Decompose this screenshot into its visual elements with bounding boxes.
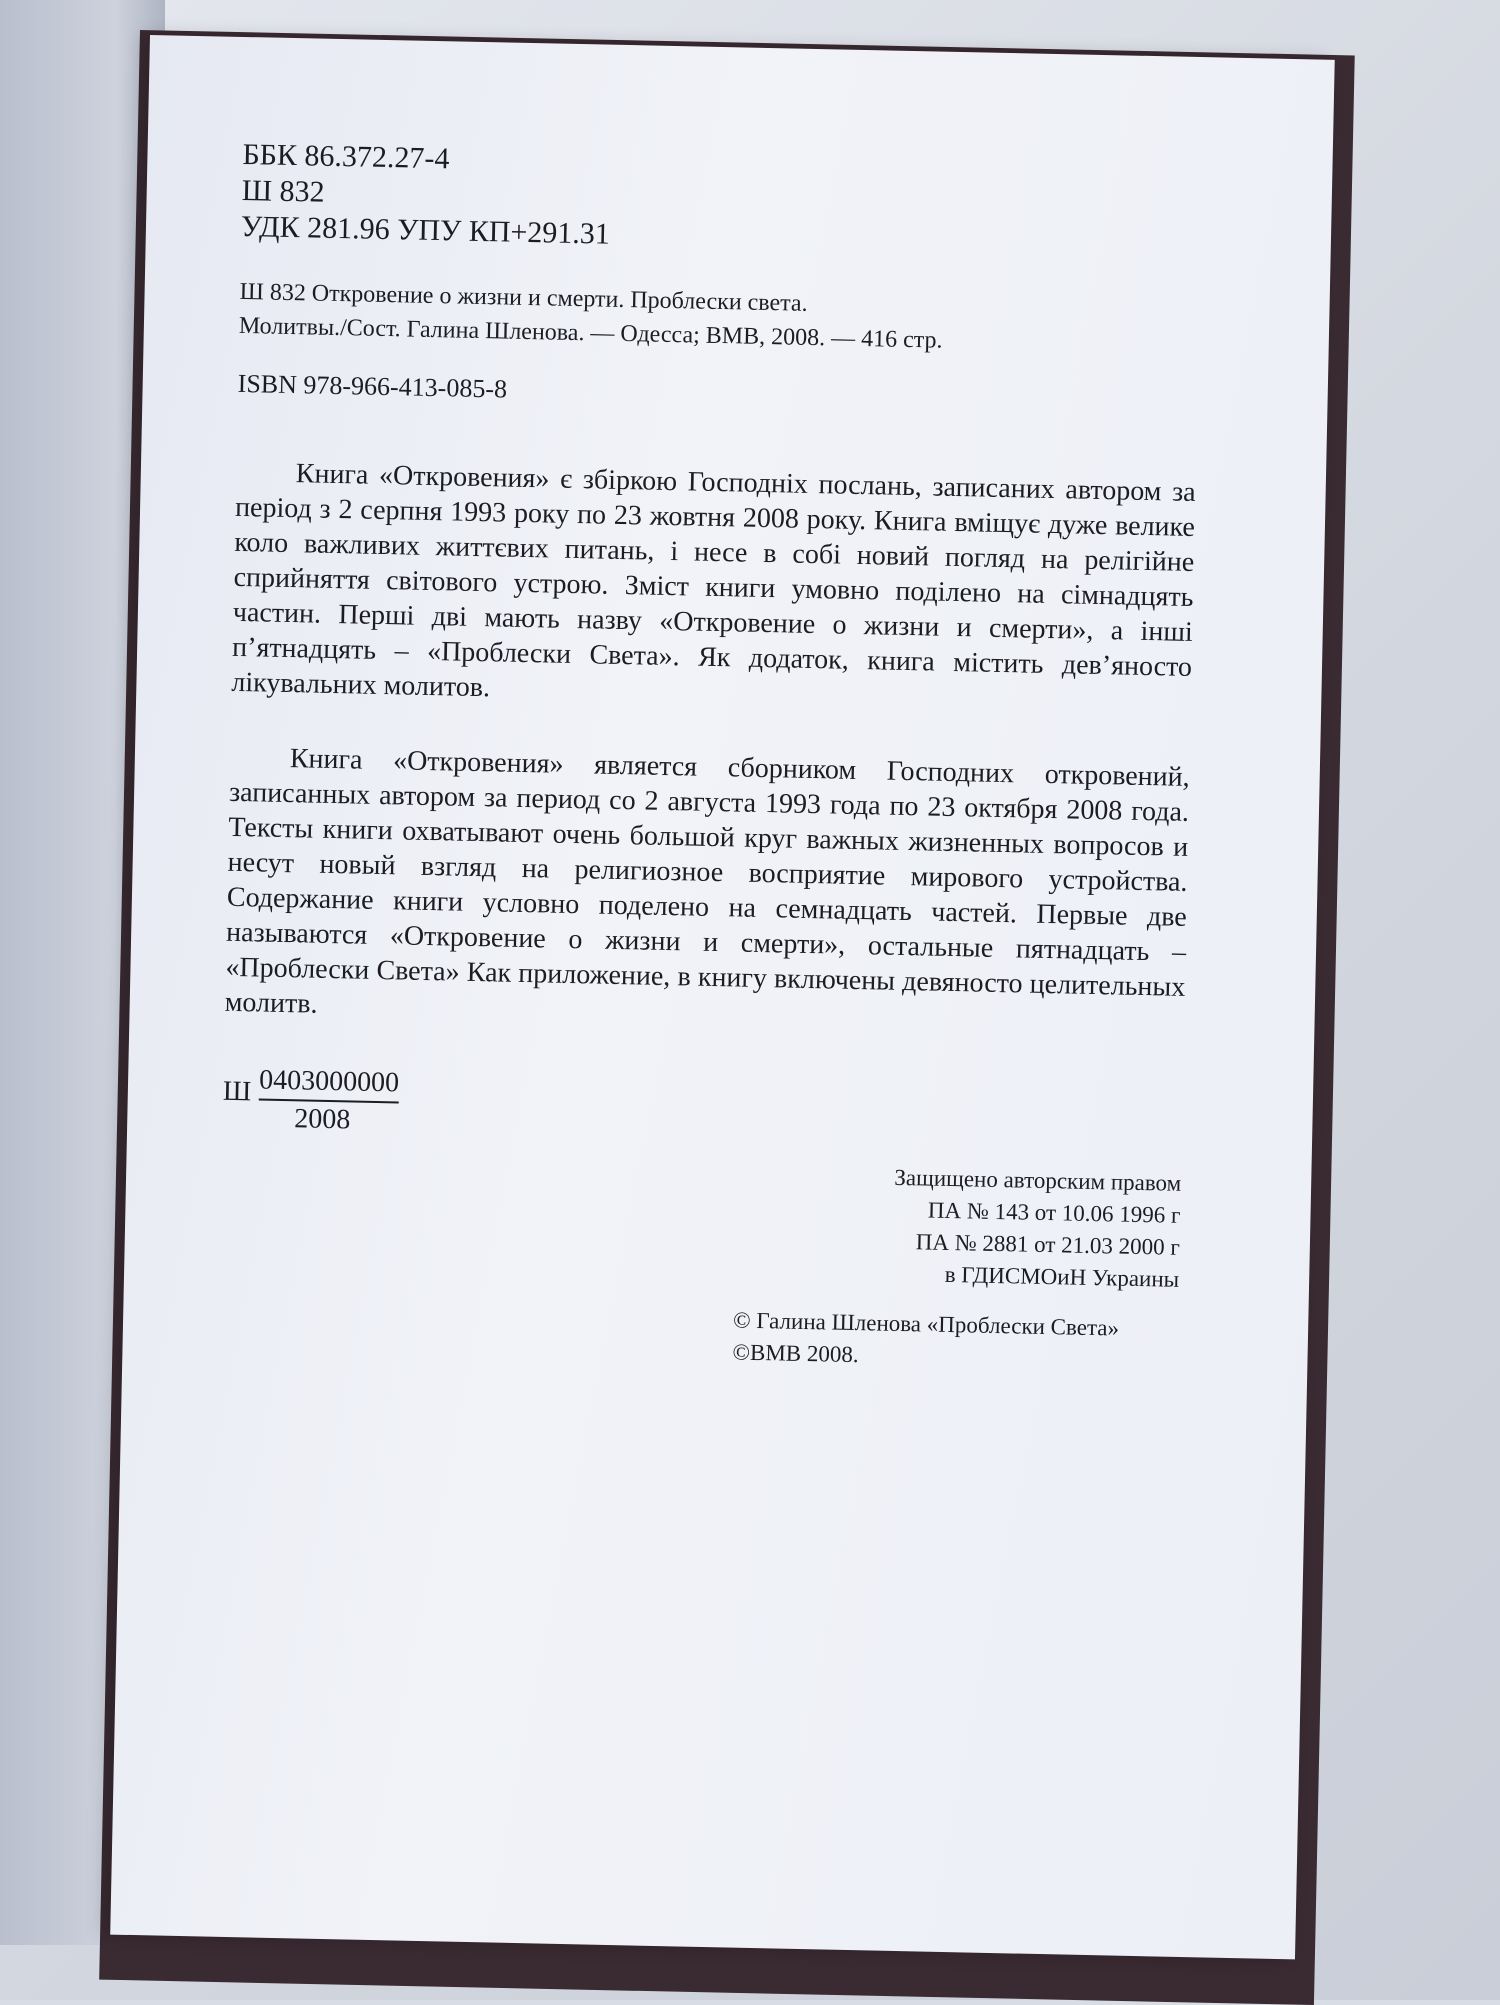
publisher-copyright: ©ВМВ 2008. xyxy=(732,1339,859,1368)
rights-line-1: Защищено авторским правом xyxy=(894,1164,1182,1196)
catalog-block xyxy=(241,137,1203,265)
bbk-code: ББК 86.372.27-4 xyxy=(242,137,450,176)
udk-code: УДК 281.96 УПУ КП+291.31 xyxy=(240,209,611,251)
rights-notice xyxy=(219,1148,1181,1296)
copyright-owners xyxy=(217,1294,1178,1378)
rights-line-2: ПА № 143 от 10.06 1996 г xyxy=(927,1197,1181,1228)
copyright-code-denominator: 2008 xyxy=(294,1103,351,1136)
bibliographic-description xyxy=(239,275,1200,363)
copyright-code xyxy=(222,1064,1183,1154)
isbn: ISBN 978-966-413-085-8 xyxy=(237,368,508,404)
copyright-code-numerator: 0403000000 xyxy=(259,1065,400,1104)
description-line-1: Ш 832 Откровение о жизни и смерти. Проблески света. xyxy=(239,278,808,317)
rights-line-3: ПА № 2881 от 21.03 2000 г xyxy=(915,1229,1181,1260)
book-page xyxy=(110,35,1335,1959)
page-content xyxy=(217,137,1202,1378)
rights-line-4: в ГДИСМОиН Украины xyxy=(944,1261,1180,1292)
annotation-russian: Книга «Откровения» является сборником Господних откровений, записанных автором за период со 2 августа 1993 года по 23 октября 2008 года. Тексты книги охватывают очень большой круг важных жизненных вопросов и несут новый взгляд на религиозное восприятие мирового устройства. Содержание книги условно поделено на семнадцать частей. Первые две называются «Откровение о жизни и смерти», остальные пятнадцать – «Проблески Света» Как приложение, в книгу включены девяносто целительных молитв. xyxy=(224,743,1191,1020)
annotation-ukrainian: Книга «Откровения» є збіркою Господніх послань, записаних автором за період з 2 серпня 1993 року по 23 жовтня 2008 року. Книга вміщує дуже велике коло важливих життєвих питань, і несе в собі новий погляд на релігійне сприйняття світового устрою. Зміст книги умовно поділено на сімнадцять частин. Перші дві мають назву «Откровение о жизни и смерти», а інші п’ятнадцять – «Проблески Света». Як додаток, книга містить дев’яносто лікувальних молитов. xyxy=(231,458,1196,704)
description-line-2: Молитвы./Сост. Галина Шленова. — Одесса; ВМВ, 2008. — 416 стр. xyxy=(238,312,943,354)
author-copyright: © Галина Шленова «Проблески Света» xyxy=(732,1307,1120,1341)
author-code: Ш 832 xyxy=(241,173,325,209)
copyright-code-letter: Ш xyxy=(222,1075,252,1108)
